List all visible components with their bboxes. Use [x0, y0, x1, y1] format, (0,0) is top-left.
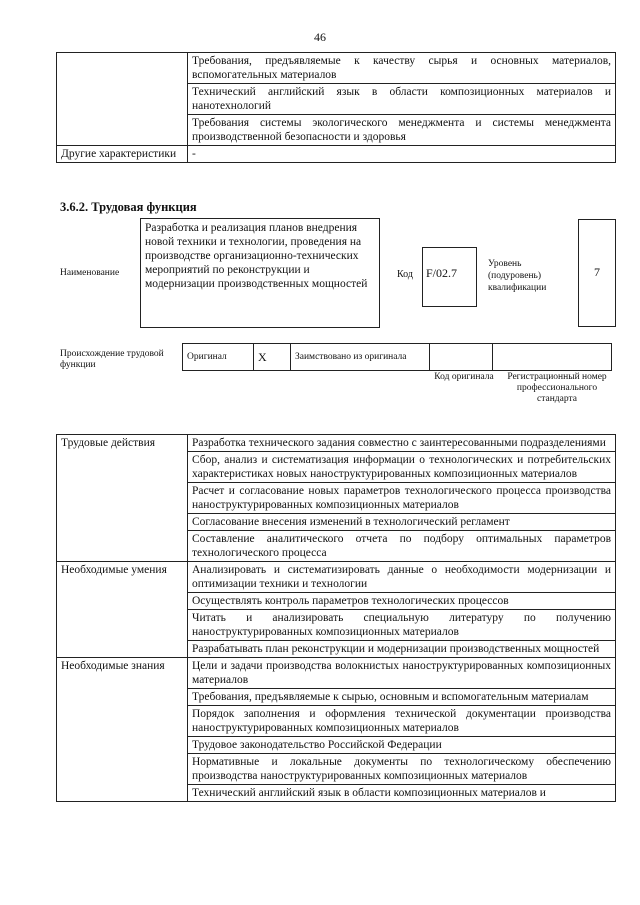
table-cell: Разработка технического задания совместно с заинтересованными подразделениями	[188, 435, 616, 452]
reg-number-cell	[493, 344, 612, 371]
table-cell: Осуществлять контроль параметров технологических процессов	[188, 593, 616, 610]
table-cell: Технический английский язык в области композиционных материалов и	[188, 785, 616, 802]
level-label: Уровень (подуровень) квалификации	[488, 259, 547, 293]
table-cell: Порядок заполнения и оформления технической документации производства наноструктурированных композиционных материалов	[188, 706, 616, 737]
main-table	[56, 434, 616, 802]
table-cell: Нормативные и локальные документы по технологическому обеспечению производства наноструктурированных композиционных материалов	[188, 754, 616, 785]
table-cell: Анализировать и систематизировать данные о необходимости модернизации и оптимизации техники и технологии	[188, 562, 616, 593]
code-original-caption: Код оригинала	[434, 372, 494, 382]
original-mark: X	[254, 344, 291, 371]
table-cell: Разрабатывать план реконструкции и модернизации производственных мощностей	[188, 641, 616, 658]
table-cell: Цели и задачи производства волокнистых наноструктурированных композиционных материалов	[188, 658, 616, 689]
table-cell: Составление аналитического отчета по подбору оптимальных параметров технологического процесса	[188, 531, 616, 562]
table-cell: Расчет и согласование новых параметров технологического процесса производства наноструктурированных композиционных материалов	[188, 483, 616, 514]
group-label-knowledge: Необходимые знания	[57, 658, 188, 802]
table-cell: Согласование внесения изменений в технологический регламент	[188, 514, 616, 531]
table-cell: Трудовое законодательство Российской Федерации	[188, 737, 616, 754]
section-heading: 3.6.2. Трудовая функция	[60, 200, 197, 214]
other-characteristics-value: -	[188, 146, 616, 163]
level-box: 7	[578, 219, 616, 327]
borrowed-label: Заимствовано из оригинала	[291, 344, 430, 371]
origin-table	[182, 343, 612, 371]
group-label-actions: Трудовые действия	[57, 435, 188, 562]
original-label: Оригинал	[183, 344, 254, 371]
code-box: F/02.7	[422, 247, 477, 307]
table-cell: Требования системы экологического менеджмента и системы менеджмента производственной безопасности и здоровья	[188, 115, 616, 146]
table-cell: Сбор, анализ и систематизация информации о технологических и потребительских характеристиках новых наноструктурированных композиционных материалов	[188, 452, 616, 483]
page-number: 46	[314, 30, 326, 44]
group-label-skills: Необходимые умения	[57, 562, 188, 658]
code-label: Код	[397, 269, 413, 280]
table-cell: Технический английский язык в области композиционных материалов и нанотехнологий	[188, 84, 616, 115]
empty-label-cell	[57, 53, 188, 146]
top-table	[56, 52, 616, 163]
name-label: Наименование	[60, 268, 120, 278]
origin-label: Происхождение трудовой функции	[60, 349, 164, 370]
code-original-cell	[430, 344, 493, 371]
table-cell: Читать и анализировать специальную литературу по получению наноструктурированных композиционных материалов	[188, 610, 616, 641]
other-characteristics-label: Другие характеристики	[57, 146, 188, 163]
table-cell: Требования, предъявляемые к качеству сырья и основных материалов, вспомогательных материалов	[188, 53, 616, 84]
table-cell: Требования, предъявляемые к сырью, основным и вспомогательным материалам	[188, 689, 616, 706]
function-name-box: Разработка и реализация планов внедрения новой техники и технологии, проведения на производстве организационно-технических мероприятий по реконструкции и модернизации производственных мощностей	[140, 218, 380, 328]
reg-number-caption: Регистрационный номер профессионального стандарта	[507, 372, 607, 404]
